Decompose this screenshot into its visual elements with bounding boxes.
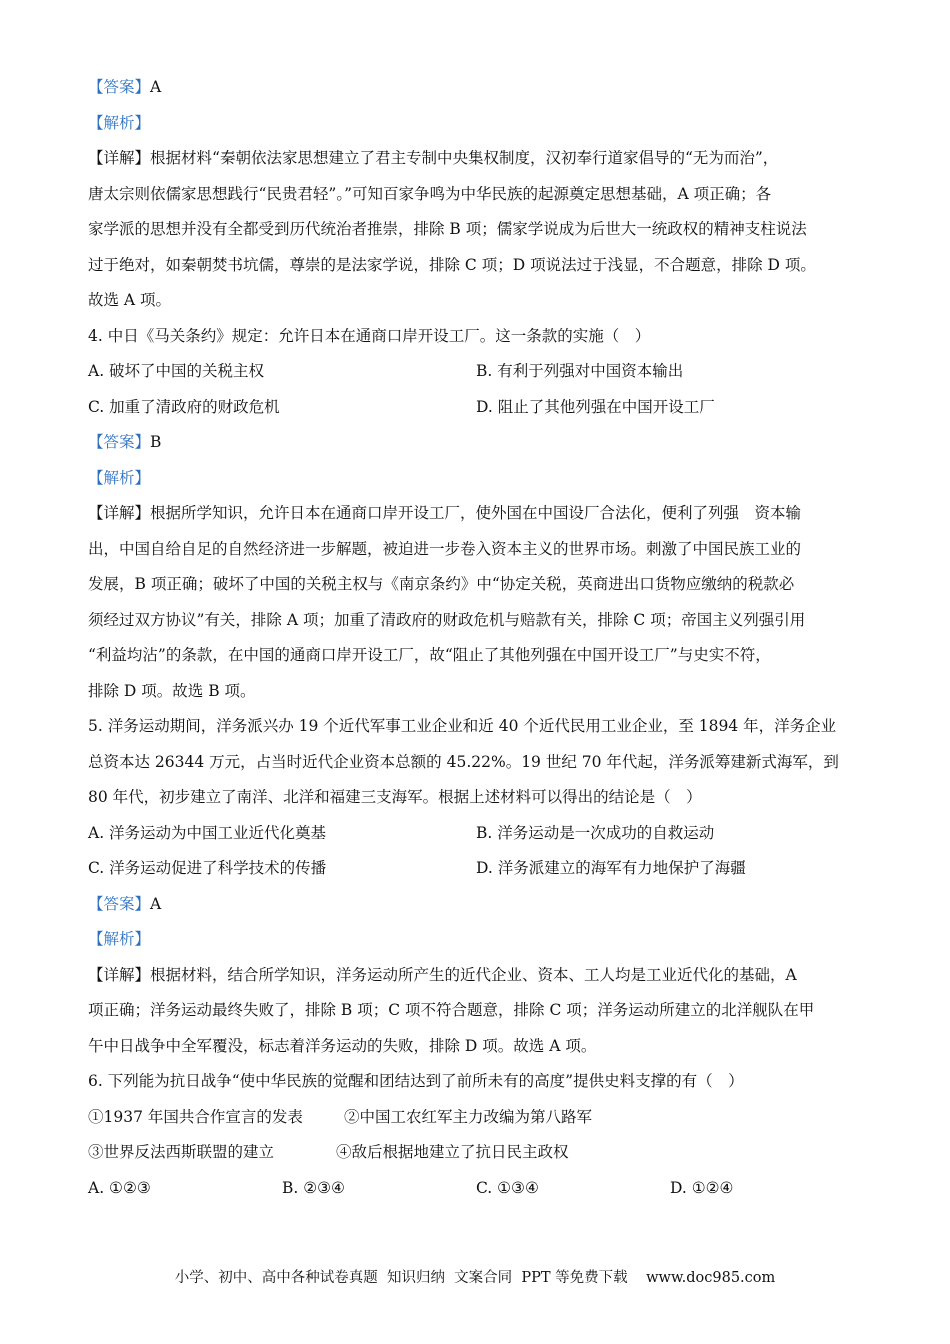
answer-line bbox=[88, 887, 868, 923]
detail-line: 过于绝对，如秦朝焚书坑儒，尊崇的是法家学说，排除 C 项；D 项说法过于浅显，不合题意，排除 D 项。 bbox=[88, 255, 816, 274]
page-footer: 小学、初中、高中各种试卷真题 知识归纳 文案合同 PPT 等免费下载 www.doc985.com bbox=[174, 1270, 776, 1286]
answer-tag: 【答案】 bbox=[88, 78, 151, 96]
option-c: C. ①③④ bbox=[476, 1178, 539, 1197]
document-page bbox=[88, 70, 868, 1206]
question-stem: 80 年代，初步建立了南洋、北洋和福建三支海军。根据上述材料可以得出的结论是（ ） bbox=[88, 788, 702, 806]
answer-value: A bbox=[150, 78, 162, 96]
answer-tag: 【答案】 bbox=[88, 433, 151, 451]
option-a: A. ①②③ bbox=[88, 1178, 151, 1197]
option-c: C. 加重了清政府的财政危机 bbox=[88, 397, 280, 416]
statement-1: ①1937 年国共合作宣言的发表 bbox=[88, 1107, 303, 1126]
detail-tag: 【详解】 bbox=[88, 965, 151, 984]
detail-line: 故选 A 项。 bbox=[88, 291, 172, 309]
detail-line: “利益均沾”的条款，在中国的通商口岸开设工厂，故“阻止了其他列强在中国开设工厂”与史实不符， bbox=[88, 646, 771, 664]
answer-value: A bbox=[150, 894, 162, 913]
answer-line bbox=[88, 70, 868, 106]
question-stem: 4. 中日《马关条约》规定：允许日本在通商口岸开设工厂。这一条款的实施（ ） bbox=[88, 326, 651, 345]
detail-line: 发展，B 项正确；破坏了中国的关税主权与《南京条约》中“协定关税，英商进出口货物应缴纳的税款必 bbox=[88, 575, 795, 593]
option-row bbox=[88, 816, 868, 852]
question-stem: 总资本达 26344 万元，占当时近代企业资本总额的 45.22%。19 世纪 70 年代起，洋务派筹建新式海军，到 bbox=[88, 752, 839, 771]
option-a: A. 破坏了中国的关税主权 bbox=[88, 362, 265, 380]
detail-line: 排除 D 项。故选 B 项。 bbox=[88, 681, 256, 700]
detail-text: 根据材料，结合所学知识，洋务运动所产生的近代企业、资本、工人均是工业近代化的基础，A bbox=[150, 965, 797, 984]
analysis-tag: 【解析】 bbox=[88, 930, 151, 948]
option-b: B. 有利于列强对中国资本输出 bbox=[476, 362, 684, 380]
detail-tag: 【详解】 bbox=[88, 149, 151, 167]
detail-line: 项正确；洋务运动最终失败了，排除 B 项；C 项不符合题意，排除 C 项；洋务运动所建立的北洋舰队在甲 bbox=[88, 1001, 815, 1019]
option-row bbox=[88, 354, 868, 390]
option-d: D. 阻止了其他列强在中国开设工厂 bbox=[476, 397, 715, 416]
detail-line: 午中日战争中全军覆没，标志着洋务运动的失败，排除 D 项。故选 A 项。 bbox=[88, 1036, 597, 1055]
option-b: B. 洋务运动是一次成功的自救运动 bbox=[476, 823, 715, 842]
answer-tag: 【答案】 bbox=[88, 894, 151, 913]
analysis-line bbox=[88, 461, 868, 497]
option-d: D. ①②④ bbox=[670, 1178, 734, 1197]
analysis-tag: 【解析】 bbox=[88, 113, 151, 132]
option-row bbox=[88, 390, 868, 426]
analysis-tag: 【解析】 bbox=[88, 468, 151, 487]
question-stem: 5. 洋务运动期间，洋务派兴办 19 个近代军事工业企业和近 40 个近代民用工业企业，至 1894 年，洋务企业 bbox=[88, 717, 837, 735]
detail-line bbox=[88, 141, 868, 177]
detail-line: 家学派的思想并没有全都受到历代统治者推崇，排除 B 项；儒家学说成为后世大一统政权的精神支柱说法 bbox=[88, 220, 807, 238]
statement-3: ③世界反法西斯联盟的建立 bbox=[88, 1143, 275, 1161]
option-row bbox=[88, 851, 868, 887]
statement-row bbox=[88, 1135, 868, 1171]
detail-line bbox=[88, 958, 868, 994]
analysis-line bbox=[88, 922, 868, 958]
detail-text: 根据材料“秦朝依法家思想建立了君主专制中央集权制度，汉初奉行道家倡导的“无为而治”， bbox=[150, 149, 779, 167]
detail-text: 根据所学知识，允许日本在通商口岸开设工厂，使外国在中国设厂合法化，便利了列强 资本输 bbox=[150, 504, 802, 522]
statement-row bbox=[88, 1100, 868, 1136]
answer-line bbox=[88, 425, 868, 461]
detail-line: 须经过双方协议”有关，排除 A 项；加重了清政府的财政危机与赔款有关，排除 C 项；帝国主义列强引用 bbox=[88, 610, 806, 629]
option-c: C. 洋务运动促进了科学技术的传播 bbox=[88, 859, 327, 877]
option-b: B. ②③④ bbox=[282, 1178, 345, 1197]
question-stem: 6. 下列能为抗日战争“使中华民族的觉醒和团结达到了前所未有的高度”提供史料支撑的有（ ） bbox=[88, 1072, 744, 1090]
option-row bbox=[88, 1171, 868, 1207]
statement-4: ④敌后根据地建立了抗日民主政权 bbox=[336, 1143, 569, 1161]
option-a: A. 洋务运动为中国工业近代化奠基 bbox=[88, 823, 327, 842]
detail-tag: 【详解】 bbox=[88, 504, 151, 522]
detail-line bbox=[88, 496, 868, 532]
analysis-line bbox=[88, 106, 868, 142]
detail-line: 唐太宗则依儒家思想践行“民贵君轻”。”可知百家争鸣为中华民族的起源奠定思想基础，A 项正确；各 bbox=[88, 184, 772, 203]
option-d: D. 洋务派建立的海军有力地保护了海疆 bbox=[476, 859, 746, 877]
detail-line: 出，中国自给自足的自然经济进一步解题，被迫进一步卷入资本主义的世界市场。刺激了中国民族工业的 bbox=[88, 539, 802, 558]
statement-2: ②中国工农红军主力改编为第八路军 bbox=[344, 1107, 593, 1126]
answer-value: B bbox=[150, 433, 162, 451]
